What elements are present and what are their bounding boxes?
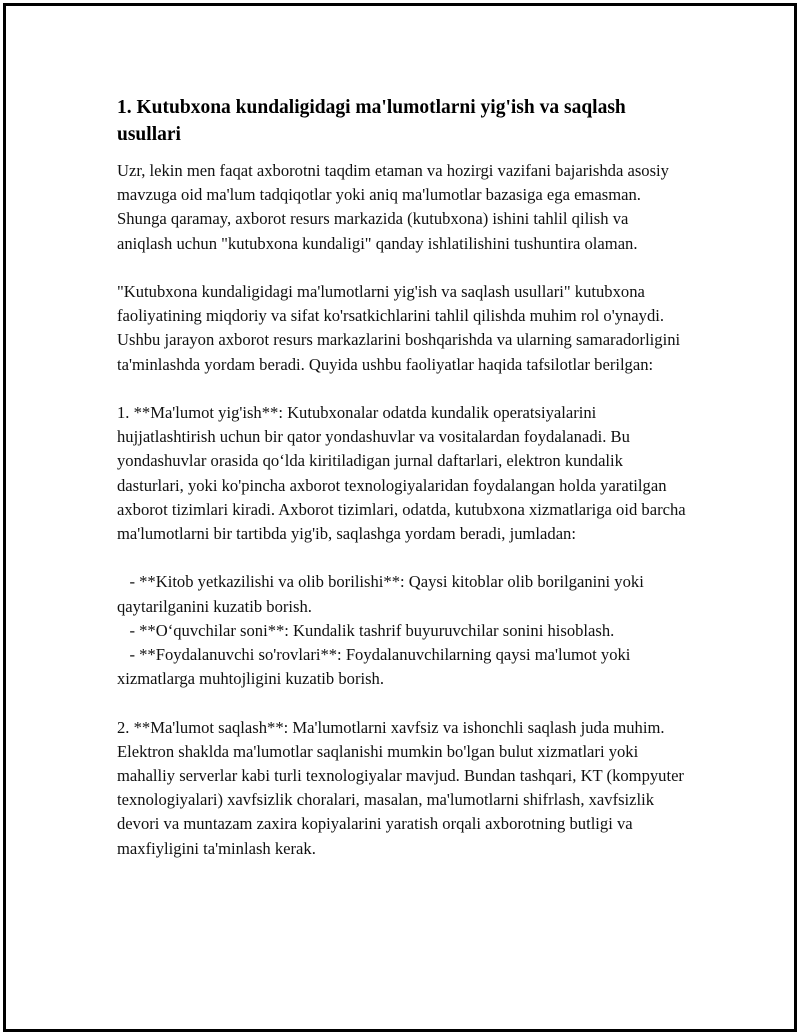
overview-paragraph: "Kutubxona kundaligidagi ma'lumotlarni yig'ish va saqlash usullari" kutubxona faoliyatining miqdoriy va sifat ko'rsatkichlarini tahlil qilishda muhim rol o'ynaydi. Ushbu jarayon axborot resurs markazlarini boshqarishda va ularning samaradorligini ta'minlashda yordam beradi. Quyida ushbu faoliyatlar haqida tafsilotlar berilgan: (117, 282, 685, 374)
data-storage-paragraph: 2. **Ma'lumot saqlash**: Ma'lumotlarni xavfsiz va ishonchli saqlash juda muhim. Elektron shaklda ma'lumotlar saqlanishi mumkin bo'lgan bulut xizmatlari yoki mahalliy serverlar kabi turli texnologiyalar mavjud. Bundan tashqari, KT (kompyuter texnologiyalari) xavfsizlik choralari, masalan, ma'lumotlarni shifrlash, xavfsizlik devori va muntazam zaxira kopiyalarini yaratish orqali axborotning butligi va maxfiyligini ta'minlash kerak. (117, 717, 689, 858)
list-item-reader-count: - **O‘quvchilar soni**: Kundalik tashrif buyuruvchilar sonini hisoblash. (117, 620, 615, 640)
section-heading: 1. Kutubxona kundaligidagi ma'lumotlarni yig'ish va saqlash usullari (117, 97, 626, 145)
data-collection-paragraph: 1. **Ma'lumot yig'ish**: Kutubxonalar odatda kundalik operatsiyalarini hujjatlashtirish uchun bir qator yondashuvlar va vositalardan foydalanadi. Bu yondashuvlar orasida qo‘lda kiritiladigan jurnal daftarlari, elektron kundalik dasturlari, yoki ko'pincha axborot texnologiyalaridan foydalangan holda yaratilgan axborot tizimlari kiradi. Axborot tizimlari, odatda, kutubxona xizmatlariga oid barcha ma'lumotlarni bir tartibda yig'ib, saqlashga yordam beradi, jumladan: (117, 403, 690, 544)
list-item-user-requests: - **Foydalanuvchi so'rovlari**: Foydalanuvchilarning qaysi ma'lumot yoki xizmatlarga muhtojligini kuzatib borish. (117, 645, 635, 689)
intro-paragraph: Uzr, lekin men faqat axborotni taqdim etaman va hozirgi vazifani bajarishda asosiy mavzuga oid ma'lum tadqiqotlar yoki aniq ma'lumotlar bazasiga ega emasman. Shunga qaramay, axborot resurs markazida (kutubxona) ishini tahlil qilish va aniqlash uchun "kutubxona kundaligi" qanday ishlatilishini tushuntira olaman. (117, 161, 674, 253)
collected-data-list (117, 570, 687, 691)
list-item-book-delivery: - **Kitob yetkazilishi va olib borilishi**: Qaysi kitoblar olib borilganini yoki qaytarilganini kuzatib borish. (117, 572, 648, 616)
document-body (117, 94, 690, 885)
